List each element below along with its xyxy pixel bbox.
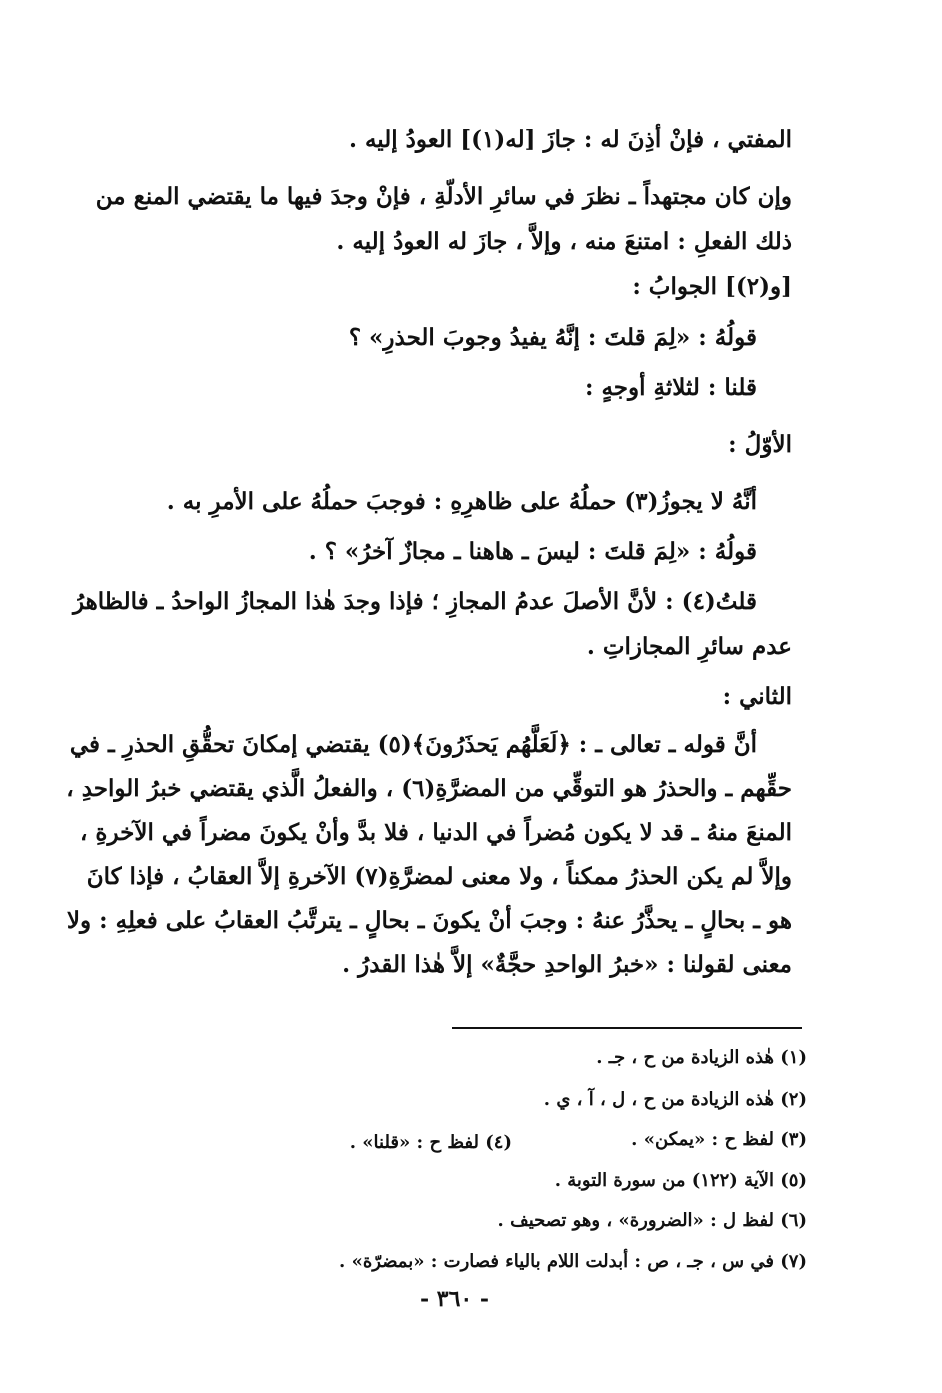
footnote-1: (١) هٰذه الزيادة من ح ، جـ . (596, 1047, 807, 1068)
text-line-4: [و(٢)] الجوابُ : (632, 273, 792, 300)
footnote-7: (٧) في س ، جـ ، ص : أبدلت اللام بالياء فصارت : «بمضرّة» . (339, 1251, 807, 1272)
text-line-10: قلتُ(٤) : لأنَّ الأصلَ عدمُ المجازِ ؛ فإذا وجدَ هٰذا المجازُ الواحدُ ـ فالظاهرُ (72, 588, 757, 615)
footnote-6: (٦) لفظ ل : «الضرورة» ، وهو تصحيف . (497, 1210, 807, 1231)
text-line-8: أنَّهُ لا يجوزُ(٣) حملُهُ على ظاهرِهِ : فوجبَ حملُهُ على الأمرِ به . (166, 488, 757, 515)
text-line-13: أنَّ قوله ـ تعالى ـ : ﴿لَعَلَّهُم يَحذَرُونَ﴾(٥) يقتضي إمكانَ تحقُّقِ الحذرِ ـ في (69, 731, 757, 758)
footnote-2: (٢) هٰذه الزيادة من ح ، ل ، آ ، ي . (543, 1089, 807, 1110)
text-line-2: وإن كان مجتهداً ـ نظرَ في سائرِ الأدلّةِ ، فإنْ وجدَ فيها ما يقتضي المنع من (95, 183, 792, 210)
text-line-14: حقِّهم ـ والحذرُ هو التوقِّي من المضرَّةِ(٦) ، والفعلُ الَّذي يقتضي خبرُ الواحدِ ، (66, 775, 792, 802)
footnote-3: (٣) لفظ ح : «يمكن» . (631, 1129, 807, 1150)
page-number: - ٣٦٠ - (420, 1286, 490, 1312)
text-line-17: هو ـ بحالٍ ـ يحذَّرُ عنهُ : وجبَ أنْ يكونَ ـ بحالٍ ـ يترتَّبُ العقابُ على فعلِهِ : ولا (66, 907, 792, 934)
footnote-4: (٤) لفظ ح : «قلنا» . (349, 1132, 512, 1153)
text-line-5: قولُهُ : «لِمَ قلتَ : إنَّهُ يفيدُ وجوبَ الحذرِ» ؟ (348, 324, 757, 351)
text-line-9: قولُهُ : «لِمَ قلتَ : ليسَ ـ هاهنا ـ مجازٌ آخرُ» ؟ . (308, 538, 757, 565)
section-heading-second: الثاني : (722, 683, 792, 710)
text-line-1: المفتي ، فإنْ أذِنَ له : جازَ [له(١)] العودُ إليه . (348, 126, 792, 153)
text-line-16: وإلاَّ لم يكن الحذرُ ممكناً ، ولا معنى لمضرَّةِ(٧) الآخرةِ إلاَّ العقابُ ، فإذا كانَ (86, 863, 792, 890)
footnote-5: (٥) الآية (١٢٢) من سورة التوبة . (554, 1170, 807, 1191)
text-line-3: ذلك الفعلِ : امتنعَ منه ، وإلاَّ ، جازَ له العودُ إليه . (336, 228, 792, 255)
footnote-separator (452, 1027, 802, 1029)
text-line-18: معنى لقولنا : «خبرُ الواحدِ حجَّةٌ» إلاَّ هٰذا القدرُ . (342, 951, 792, 978)
text-line-6: قلنا : لثلاثةِ أوجهٍ : (584, 374, 757, 401)
text-line-15: المنعَ منهُ ـ قد لا يكون مُضراً في الدنيا ، فلا بدَّ وأنْ يكونَ مضراً في الآخرةِ ، (79, 819, 792, 846)
text-line-11: عدم سائرِ المجازاتِ . (586, 633, 792, 660)
section-heading-first: الأوّلُ : (728, 431, 792, 458)
